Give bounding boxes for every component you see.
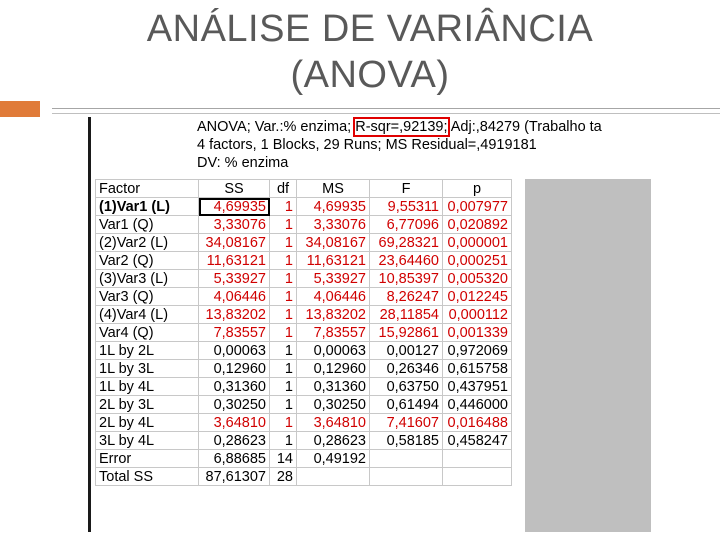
cell-factor[interactable]: (4)Var4 (L) [96, 306, 199, 324]
cell-factor[interactable]: (1)Var1 (L) [96, 198, 199, 216]
cell-ss[interactable]: 0,28623 [199, 432, 270, 450]
cell-ss[interactable]: 6,88685 [199, 450, 270, 468]
cell-p[interactable]: 0,016488 [443, 414, 512, 432]
cell-ss[interactable]: 87,61307 [199, 468, 270, 486]
cell-factor[interactable]: 1L by 3L [96, 360, 199, 378]
cell-df[interactable]: 1 [270, 414, 297, 432]
cell-p[interactable]: 0,001339 [443, 324, 512, 342]
cell-df[interactable]: 1 [270, 270, 297, 288]
table-row [96, 396, 512, 414]
header-line1-pre: ANOVA; Var.:% enzima; [197, 119, 356, 135]
cell-f[interactable]: 15,92861 [370, 324, 443, 342]
cell-p[interactable]: 0,437951 [443, 378, 512, 396]
table-row [96, 450, 512, 468]
table-header-row [96, 180, 512, 198]
cell-df[interactable]: 28 [270, 468, 297, 486]
cell-f[interactable] [370, 450, 443, 468]
table-row [96, 306, 512, 324]
cell-ms[interactable]: 11,63121 [297, 252, 370, 270]
cell-ss[interactable]: 4,69935 [199, 198, 270, 216]
cell-p[interactable]: 0,005320 [443, 270, 512, 288]
table-row [96, 342, 512, 360]
cell-ms[interactable]: 0,28623 [297, 432, 370, 450]
cell-factor[interactable]: 2L by 4L [96, 414, 199, 432]
cell-factor[interactable]: Var1 (Q) [96, 216, 199, 234]
cell-p[interactable]: 0,000112 [443, 306, 512, 324]
cell-df[interactable]: 1 [270, 324, 297, 342]
cell-factor[interactable]: Var2 (Q) [96, 252, 199, 270]
cell-ms[interactable]: 4,69935 [297, 198, 370, 216]
table-row [96, 216, 512, 234]
cell-ms[interactable]: 5,33927 [297, 270, 370, 288]
divider-line [52, 108, 720, 109]
table-row [96, 234, 512, 252]
slide-title-line2: (ANOVA) [290, 54, 450, 96]
cell-f[interactable]: 28,11854 [370, 306, 443, 324]
cell-df[interactable]: 1 [270, 360, 297, 378]
col-header-ss[interactable]: SS [199, 180, 270, 198]
cell-p[interactable]: 0,458247 [443, 432, 512, 450]
cell-f[interactable]: 69,28321 [370, 234, 443, 252]
cell-ss[interactable]: 5,33927 [199, 270, 270, 288]
cell-ms[interactable]: 0,30250 [297, 396, 370, 414]
cell-p[interactable]: 0,446000 [443, 396, 512, 414]
cell-df[interactable]: 1 [270, 396, 297, 414]
cell-df[interactable]: 1 [270, 216, 297, 234]
cell-p[interactable]: 0,007977 [443, 198, 512, 216]
divider-line-secondary [52, 113, 720, 114]
cell-ss[interactable]: 34,08167 [199, 234, 270, 252]
table-row [96, 378, 512, 396]
col-header-f[interactable]: F [370, 180, 443, 198]
table-row [96, 288, 512, 306]
cell-df[interactable]: 1 [270, 198, 297, 216]
cell-ms[interactable]: 13,83202 [297, 306, 370, 324]
cell-ss[interactable]: 3,33076 [199, 216, 270, 234]
cell-factor[interactable]: (2)Var2 (L) [96, 234, 199, 252]
empty-gray-area [525, 179, 651, 532]
cell-factor[interactable]: (3)Var3 (L) [96, 270, 199, 288]
header-line1-post: Adj:,84279 (Trabalho ta [447, 119, 602, 135]
header-line3: DV: % enzima [197, 155, 289, 171]
cell-ss[interactable]: 0,12960 [199, 360, 270, 378]
col-header-factor[interactable]: Factor [96, 180, 199, 198]
cell-ms[interactable]: 0,00063 [297, 342, 370, 360]
table-row [96, 414, 512, 432]
cell-f[interactable]: 10,85397 [370, 270, 443, 288]
table-row [96, 432, 512, 450]
cell-p[interactable]: 0,020892 [443, 216, 512, 234]
slide-title-line1: ANÁLISE DE VARIÂNCIA [146, 8, 594, 50]
cell-f[interactable] [370, 468, 443, 486]
cell-ms[interactable]: 3,64810 [297, 414, 370, 432]
cell-ms[interactable]: 7,83557 [297, 324, 370, 342]
cell-ms[interactable]: 4,06446 [297, 288, 370, 306]
cell-p[interactable]: 0,615758 [443, 360, 512, 378]
header-line2: 4 factors, 1 Blocks, 29 Runs; MS Residual=,4919181 [197, 137, 537, 153]
cell-df[interactable]: 1 [270, 288, 297, 306]
col-header-ms[interactable]: MS [297, 180, 370, 198]
cell-ss[interactable]: 4,06446 [199, 288, 270, 306]
cell-df[interactable]: 14 [270, 450, 297, 468]
cell-factor[interactable]: 1L by 2L [96, 342, 199, 360]
cell-df[interactable]: 1 [270, 234, 297, 252]
cell-ss[interactable]: 7,83557 [199, 324, 270, 342]
cell-p[interactable] [443, 450, 512, 468]
cell-factor[interactable]: 3L by 4L [96, 432, 199, 450]
table-row [96, 252, 512, 270]
cell-df[interactable]: 1 [270, 306, 297, 324]
cell-p[interactable]: 0,000001 [443, 234, 512, 252]
cell-ss[interactable]: 0,30250 [199, 396, 270, 414]
cell-ss[interactable]: 0,00063 [199, 342, 270, 360]
slide-title [0, 6, 720, 98]
table-row [96, 198, 512, 216]
cell-f[interactable]: 8,26247 [370, 288, 443, 306]
cell-factor[interactable]: Total SS [96, 468, 199, 486]
cell-ss[interactable]: 3,64810 [199, 414, 270, 432]
cell-f[interactable]: 0,61494 [370, 396, 443, 414]
cell-df[interactable]: 1 [270, 378, 297, 396]
cell-factor[interactable]: Var3 (Q) [96, 288, 199, 306]
cell-f[interactable]: 0,63750 [370, 378, 443, 396]
table-row [96, 324, 512, 342]
anova-table-screenshot [88, 117, 651, 532]
cell-ms[interactable]: 0,12960 [297, 360, 370, 378]
cell-factor[interactable]: 1L by 4L [96, 378, 199, 396]
r-squared-highlight: R-sqr=,92139; [355, 119, 448, 135]
table-row [96, 270, 512, 288]
cell-factor[interactable]: 2L by 3L [96, 396, 199, 414]
col-header-p[interactable]: p [443, 180, 512, 198]
cell-f[interactable]: 7,41607 [370, 414, 443, 432]
cell-factor[interactable]: Var4 (Q) [96, 324, 199, 342]
cell-ms[interactable]: 0,31360 [297, 378, 370, 396]
table-row [96, 360, 512, 378]
cell-ss[interactable]: 13,83202 [199, 306, 270, 324]
cell-ss[interactable]: 0,31360 [199, 378, 270, 396]
cell-ms[interactable]: 34,08167 [297, 234, 370, 252]
cell-p[interactable]: 0,000251 [443, 252, 512, 270]
cell-p[interactable] [443, 468, 512, 486]
cell-f[interactable]: 23,64460 [370, 252, 443, 270]
cell-f[interactable]: 0,26346 [370, 360, 443, 378]
cell-df[interactable]: 1 [270, 432, 297, 450]
anova-table [95, 179, 512, 486]
cell-ms[interactable]: 3,33076 [297, 216, 370, 234]
header-line1 [197, 118, 602, 136]
col-header-df[interactable]: df [270, 180, 297, 198]
cell-p[interactable]: 0,972069 [443, 342, 512, 360]
anova-header [197, 118, 602, 172]
cell-ms[interactable]: 0,49192 [297, 450, 370, 468]
cell-factor[interactable]: Error [96, 450, 199, 468]
cell-p[interactable]: 0,012245 [443, 288, 512, 306]
cell-f[interactable]: 9,55311 [370, 198, 443, 216]
cell-df[interactable]: 1 [270, 252, 297, 270]
cell-ms[interactable] [297, 468, 370, 486]
accent-bar [0, 101, 40, 117]
cell-f[interactable]: 0,00127 [370, 342, 443, 360]
cell-f[interactable]: 0,58185 [370, 432, 443, 450]
table-row [96, 468, 512, 486]
cell-df[interactable]: 1 [270, 342, 297, 360]
cell-f[interactable]: 6,77096 [370, 216, 443, 234]
cell-ss[interactable]: 11,63121 [199, 252, 270, 270]
